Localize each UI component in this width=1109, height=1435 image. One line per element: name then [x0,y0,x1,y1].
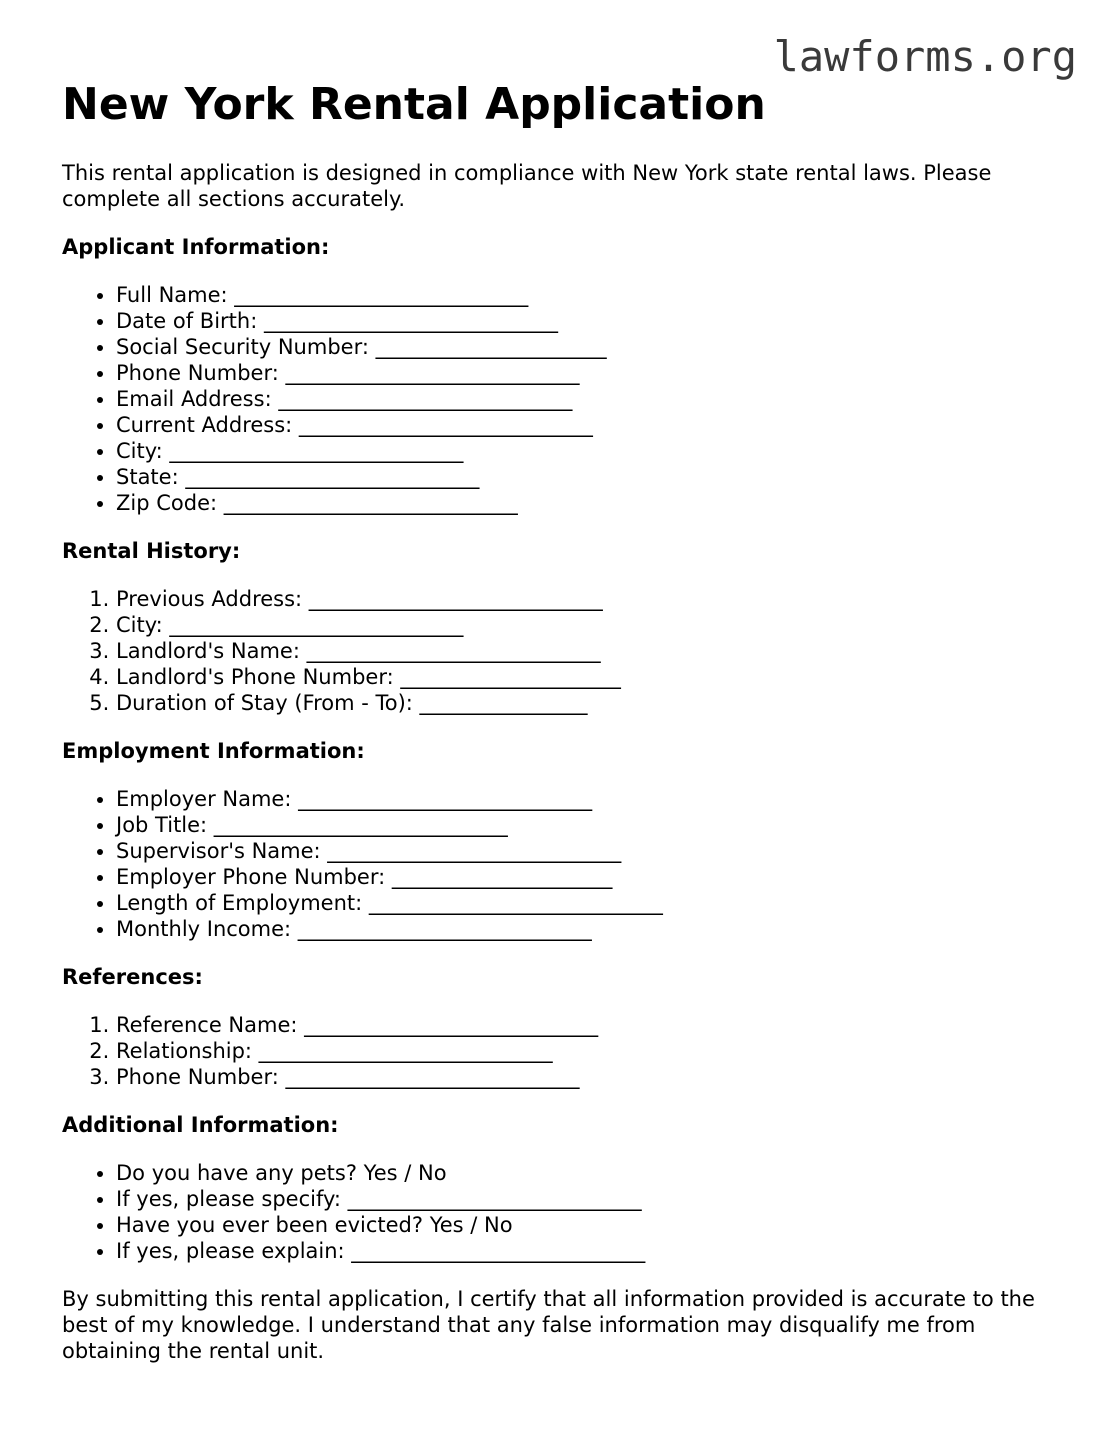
supervisor-name-field: • Supervisor's Name: ____________________________ [116,838,1062,864]
previous-city-field: 2. City: ____________________________ [116,612,1062,638]
employer-name-field: • Employer Name: ____________________________ [116,786,1062,812]
applicant-section-heading: Applicant Information: [62,235,330,259]
landlord-phone-field: 4. Landlord's Phone Number: _____________________ [116,664,1062,690]
reference-phone-field: 3. Phone Number: ____________________________ [116,1064,1062,1090]
previous-address-field: 1. Previous Address: ____________________________ [116,586,1062,612]
applicant-current-address-field: • Current Address: ____________________________ [116,412,1062,438]
length-of-employment-field: • Length of Employment: ____________________________ [116,890,1062,916]
references-section-heading: References: [62,965,203,989]
monthly-income-field: • Monthly Income: ____________________________ [116,916,1062,942]
employment-fields-list [62,786,1062,942]
rental-history-fields-list [62,586,1062,716]
applicant-email-field: • Email Address: ____________________________ [116,386,1062,412]
applicant-phone-field: • Phone Number: ____________________________ [116,360,1062,386]
additional-section-heading: Additional Information: [62,1113,339,1137]
eviction-question: • Have you ever been evicted? Yes / No [116,1212,1062,1238]
employer-phone-field: • Employer Phone Number: _____________________ [116,864,1062,890]
certification-paragraph: By submitting this rental application, I certify that all information provided is accurate to the best of my knowledge. I understand that any false information may disqualify me from obtaining the rental unit. [62,1287,1035,1363]
pets-specify-field: • If yes, please specify: ____________________________ [116,1186,1062,1212]
document-page [62,78,1062,1364]
applicant-full-name-field: • Full Name: ____________________________ [116,282,1062,308]
duration-of-stay-field: 5. Duration of Stay (From - To): ________________ [116,690,1062,716]
employment-section-heading: Employment Information: [62,739,365,763]
additional-fields-list [62,1160,1062,1264]
job-title-field: • Job Title: ____________________________ [116,812,1062,838]
applicant-city-field: • City: ____________________________ [116,438,1062,464]
applicant-state-field: • State: ____________________________ [116,464,1062,490]
landlord-name-field: 3. Landlord's Name: ____________________________ [116,638,1062,664]
references-fields-list [62,1012,1062,1090]
applicant-fields-list [62,282,1062,516]
reference-relationship-field: 2. Relationship: ____________________________ [116,1038,1062,1064]
intro-paragraph: This rental application is designed in compliance with New York state rental laws. Please complete all sections accurately. [62,161,992,211]
rental-history-section-heading: Rental History: [62,539,241,563]
reference-name-field: 1. Reference Name: ____________________________ [116,1012,1062,1038]
pets-question: • Do you have any pets? Yes / No [116,1160,1062,1186]
eviction-explain-field: • If yes, please explain: ____________________________ [116,1238,1062,1264]
applicant-zip-field: • Zip Code: ____________________________ [116,490,1062,516]
applicant-date-of-birth-field: • Date of Birth: ____________________________ [116,308,1062,334]
watermark-text: lawforms.org [773,32,1077,81]
applicant-ssn-field: • Social Security Number: ______________________ [116,334,1062,360]
page-title: New York Rental Application [62,79,766,130]
